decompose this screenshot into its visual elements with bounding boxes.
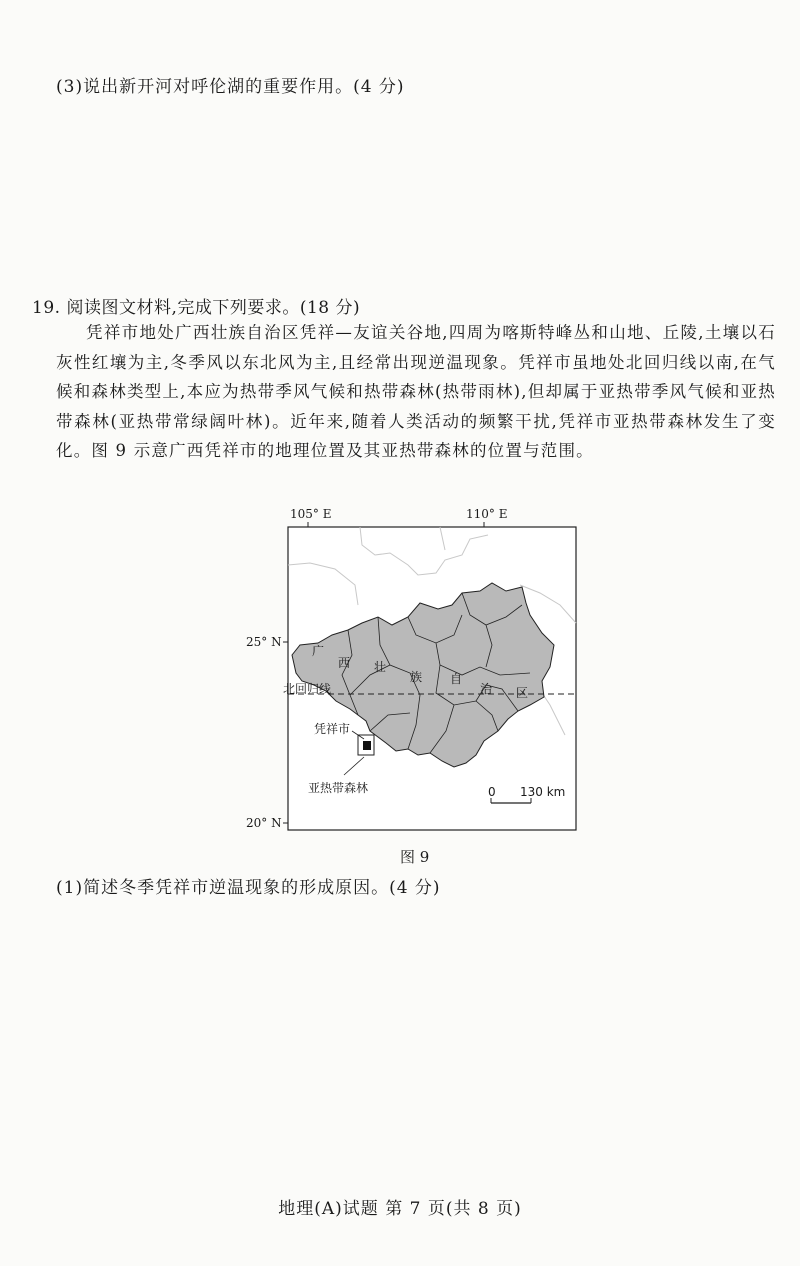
region-char-6: 治 — [480, 682, 493, 696]
region-char-3: 壮 — [374, 660, 387, 674]
question-19-material: 凭祥市地处广西壮族自治区凭祥—友谊关谷地,四周为喀斯特峰丛和山地、丘陵,土壤以石灰性红壤为主,冬季风以东北风为主,且经常出现逆温现象。凭祥市虽地处北回归线以南,在气候和森林类型上,本应为热带季风气候和热带森林(热带雨林),但却属于亚热带季风气候和亚热带森林(亚热带常绿阔叶林)。近年来,随着人类活动的频繁干扰,凭祥市亚热带森林发生了变化。图 9 示意广西凭祥市的地理位置及其亚热带森林的位置与范围。 — [56, 323, 776, 460]
region-char-2: 西 — [338, 656, 351, 670]
forest-area — [363, 741, 371, 750]
scale-zero: 0 — [488, 785, 496, 799]
lon-105-label: 105° E — [290, 507, 332, 521]
figure-9-map — [240, 505, 600, 845]
question-3: (3)说出新开河对呼伦湖的重要作用。(4 分) — [56, 77, 405, 97]
sub-question-1: (1)简述冬季凭祥市逆温现象的形成原因。(4 分) — [56, 878, 441, 898]
lat-25-label: 25° N — [246, 635, 282, 649]
region-char-1: 广 — [312, 644, 325, 658]
lat-20-label: 20° N — [246, 816, 282, 830]
lon-110-label: 110° E — [466, 507, 508, 521]
page-footer: 地理(A)试题 第 7 页(共 8 页) — [278, 1199, 522, 1219]
tropic-label: 北回归线 — [283, 682, 332, 696]
forest-label: 亚热带森林 — [308, 781, 369, 795]
pingxiang-label: 凭祥市 — [314, 722, 351, 736]
region-char-7: 区 — [516, 686, 529, 700]
region-char-4: 族 — [410, 670, 423, 684]
region-char-5: 自 — [450, 672, 463, 686]
figure-caption: 图 9 — [400, 848, 430, 866]
scale-value: 130 km — [520, 785, 566, 799]
question-19-heading: 19. 阅读图文材料,完成下列要求。(18 分) — [32, 298, 361, 318]
